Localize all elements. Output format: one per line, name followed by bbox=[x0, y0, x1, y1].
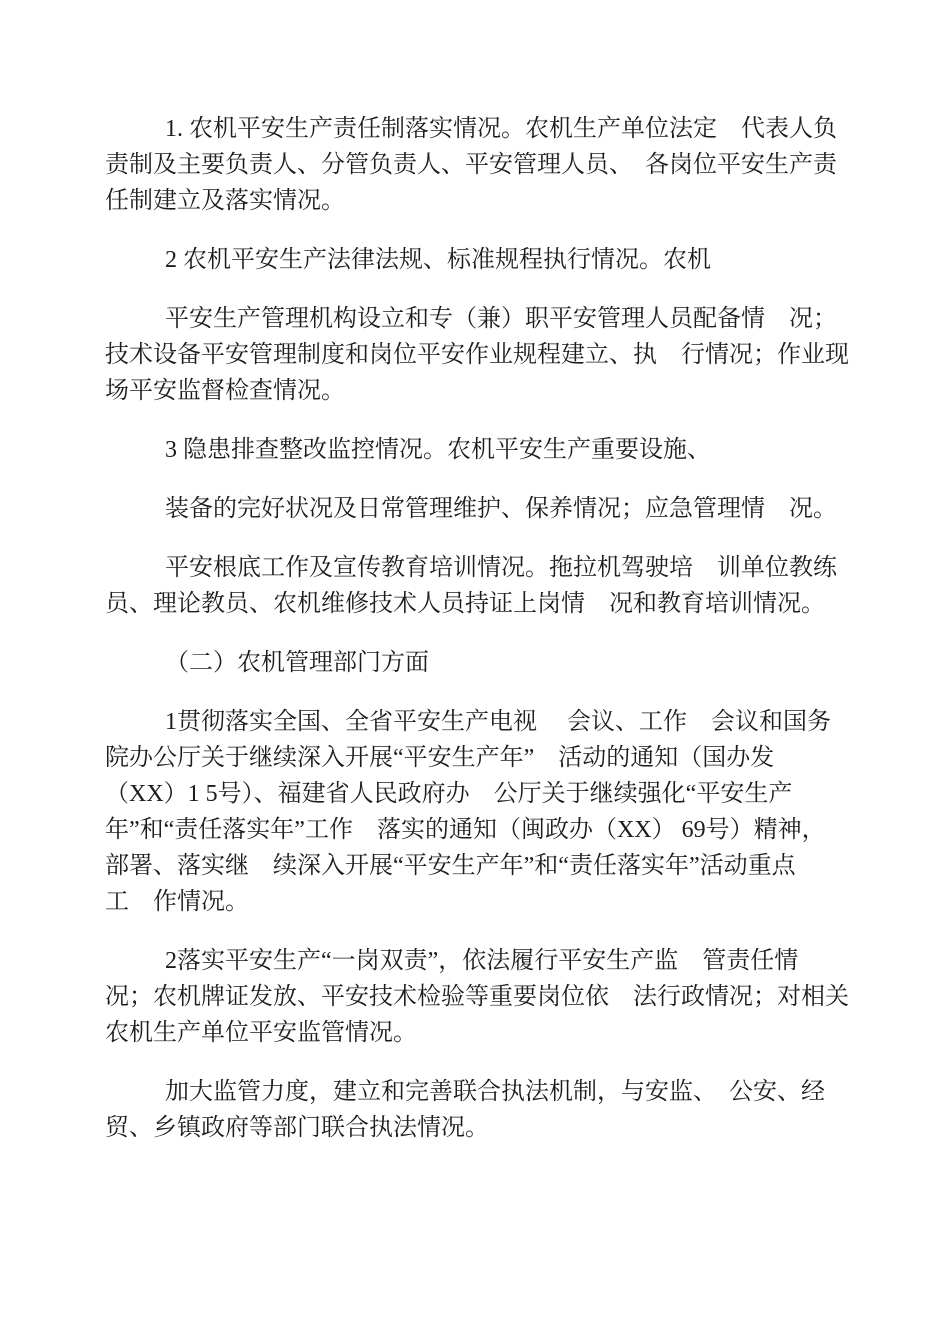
para-09-line-3: 农机生产单位平安监管情况。 bbox=[105, 1020, 417, 1046]
para-10-line-1: 加大监管力度，建立和完善联合执法机制，与安监、 公安、经 bbox=[165, 1079, 825, 1105]
paragraph-10 bbox=[105, 1074, 855, 1146]
paragraph-04 bbox=[105, 432, 855, 468]
paragraph-06 bbox=[105, 550, 855, 622]
paragraph-08 bbox=[105, 704, 855, 920]
para-06-line-2: 员、理论教员、农机维修技术人员持证上岗情 况和教育培训情况。 bbox=[105, 591, 825, 617]
para-04-line-1: 3 隐患排查整改监控情况。农机平安生产重要设施、 bbox=[165, 437, 711, 463]
paragraph-09 bbox=[105, 943, 855, 1051]
para-10-line-2: 贸、乡镇政府等部门联合执法情况。 bbox=[105, 1115, 489, 1141]
paragraph-05 bbox=[105, 491, 855, 527]
para-02-line-1: 2 农机平安生产法律法规、标准规程执行情况。农机 bbox=[165, 247, 711, 273]
para-01-line-2: 责制及主要负责人、分管负责人、平安管理人员、 各岗位平安生产责 bbox=[105, 152, 837, 178]
paragraph-02 bbox=[105, 242, 855, 278]
paragraph-01 bbox=[105, 111, 855, 219]
para-08-line-1: 1贯彻落实全国、全省平安生产电视 会议、工作 会议和国务 bbox=[165, 709, 831, 735]
para-05-line-1: 装备的完好状况及日常管理维护、保养情况；应急管理情 况。 bbox=[165, 496, 837, 522]
para-07-line-1: （二）农机管理部门方面 bbox=[165, 650, 429, 676]
para-08-line-5: 部署、落实继 续深入开展“平安生产年”和“责任落实年”活动重点 bbox=[105, 853, 796, 879]
para-08-line-4: 年”和“责任落实年”工作 落实的通知（闽政办（XX） 69号）精神， bbox=[105, 817, 826, 843]
para-01-line-3: 任制建立及落实情况。 bbox=[105, 188, 345, 214]
paragraph-07-section-heading bbox=[105, 645, 855, 681]
para-03-line-2: 技术设备平安管理制度和岗位平安作业规程建立、执 行情况；作业现 bbox=[105, 342, 849, 368]
para-08-line-3: （XX）1 5号）、福建省人民政府办 公厅关于继续强化“平安生产 bbox=[105, 781, 793, 807]
para-08-line-6: 工 作情况。 bbox=[105, 889, 249, 915]
para-09-line-1: 2落实平安生产“一岗双责”，依法履行平安生产监 管责任情 bbox=[165, 948, 799, 974]
para-09-line-2: 况；农机牌证发放、平安技术检验等重要岗位依 法行政情况；对相关 bbox=[105, 984, 849, 1010]
para-06-line-1: 平安根底工作及宣传教育培训情况。拖拉机驾驶培 训单位教练 bbox=[165, 555, 837, 581]
para-08-line-2: 院办公厅关于继续深入开展“平安生产年” 活动的通知（国办发 bbox=[105, 745, 775, 771]
para-03-line-3: 场平安监督检查情况。 bbox=[105, 378, 345, 404]
para-03-line-1: 平安生产管理机构设立和专（兼）职平安管理人员配备情 况； bbox=[165, 306, 837, 332]
paragraph-03 bbox=[105, 301, 855, 409]
para-01-line-1: 1. 农机平安生产责任制落实情况。农机生产单位法定 代表人负 bbox=[165, 116, 837, 142]
